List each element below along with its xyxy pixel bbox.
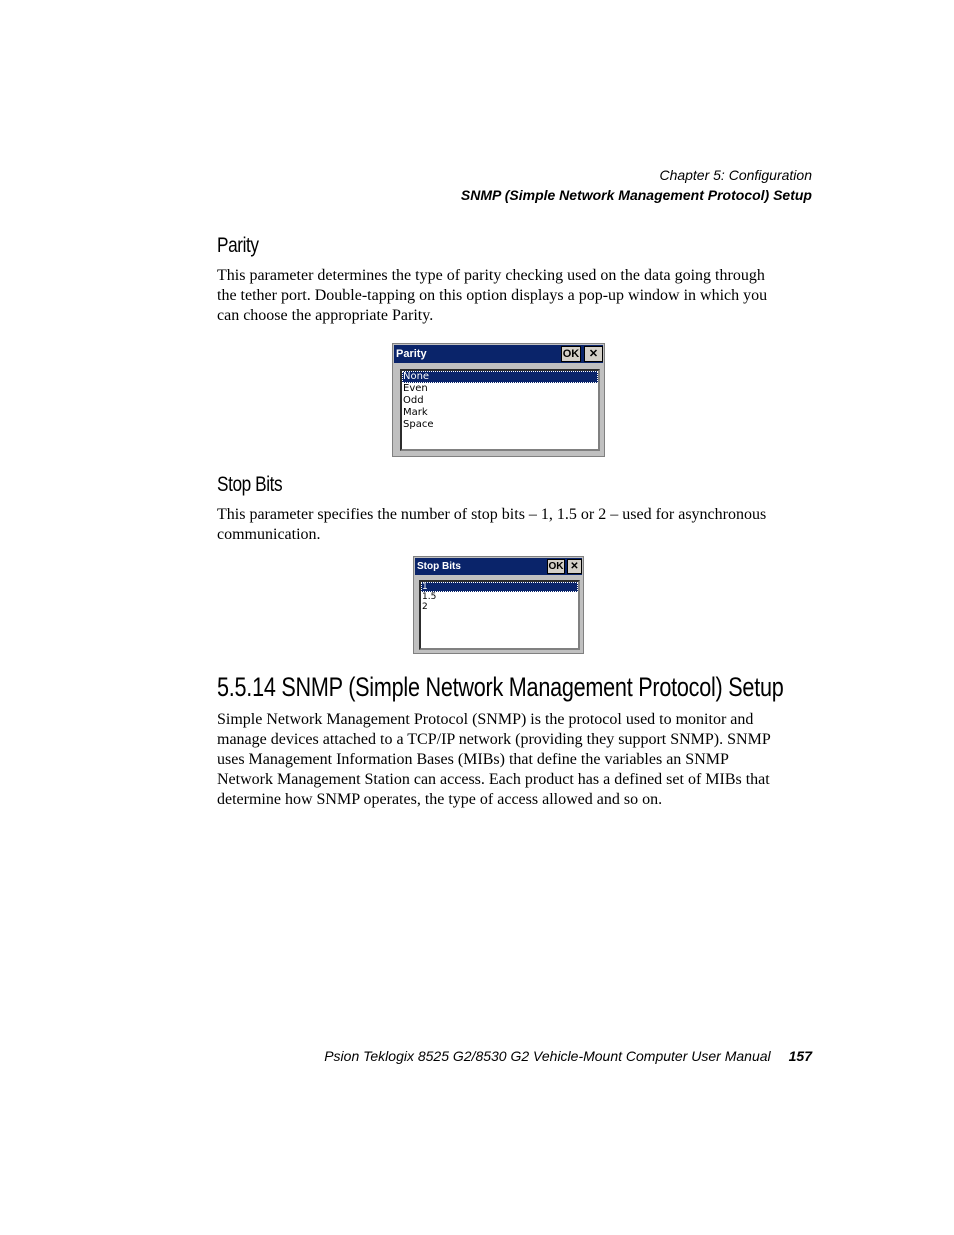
- parity-dialog: [392, 343, 605, 457]
- stopbits-description: This parameter specifies the number of stop bits – 1, 1.5 or 2 – used for asynchronous communication.: [217, 506, 767, 543]
- stopbits-dialog-title: Stop Bits: [417, 561, 461, 572]
- list-item[interactable]: Space: [403, 419, 434, 430]
- stopbits-ok-button[interactable]: OK: [548, 561, 564, 572]
- parity-heading: Parity: [217, 234, 259, 257]
- snmp-description: Simple Network Management Protocol (SNMP) is the protocol used to monitor and manage devices attached to a TCP/IP network (providing they support SNMP). SNMP uses Management Information Bases (MIBs) that define the variables an SNMP Network Management Station can access. Each product has a defined set of MIBs that determine how SNMP operates, the type of access allowed and so on.: [217, 711, 771, 808]
- running-header-chapter: Chapter 5: Configuration: [659, 167, 812, 183]
- list-item[interactable]: 2: [422, 602, 428, 612]
- page-footer: [324, 1048, 812, 1064]
- list-item[interactable]: 1: [421, 582, 578, 592]
- snmp-section-heading: 5.5.14 SNMP (Simple Network Management Protocol) Setup: [217, 672, 784, 702]
- parity-close-icon[interactable]: ✕: [584, 346, 603, 362]
- stopbits-dialog: [413, 556, 584, 654]
- stopbits-close-icon[interactable]: ✕: [567, 559, 582, 574]
- list-item[interactable]: 1.5: [422, 592, 437, 602]
- page-number: 157: [788, 1048, 812, 1064]
- stopbits-heading: Stop Bits: [217, 473, 283, 496]
- stopbits-listbox[interactable]: [419, 580, 580, 650]
- running-header-section: SNMP (Simple Network Management Protocol) Setup: [460, 187, 812, 203]
- list-item[interactable]: Mark: [403, 407, 428, 418]
- list-item[interactable]: Odd: [403, 395, 424, 406]
- parity-dialog-title: Parity: [396, 348, 427, 360]
- parity-listbox[interactable]: [400, 369, 600, 451]
- footer-manual-title: Psion Teklogix 8525 G2/8530 G2 Vehicle-Mount Computer User Manual: [324, 1048, 771, 1064]
- list-item[interactable]: Even: [403, 383, 428, 394]
- parity-ok-button[interactable]: OK: [562, 348, 580, 360]
- parity-description: This parameter determines the type of parity checking used on the data going through the tether port. Double-tapping on this option displays a pop-up window in which you can choose the appropriate Parity.: [217, 267, 768, 324]
- list-item[interactable]: None: [402, 371, 598, 383]
